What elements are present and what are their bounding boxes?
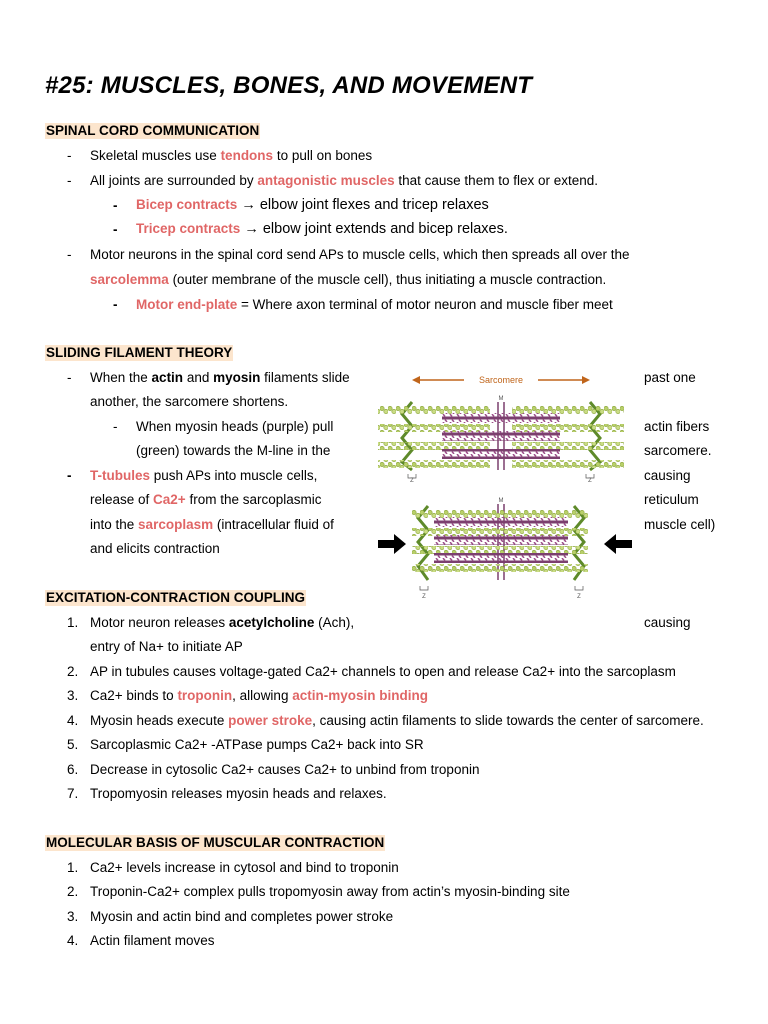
- compress-arrow-left-icon: [378, 534, 406, 554]
- sliding-line-1-right: past one: [644, 370, 696, 385]
- sub-bullet-dash: -: [113, 419, 118, 434]
- molecular-item-1: Ca2+ levels increase in cytosol and bind to troponin: [90, 860, 399, 875]
- text: Motor neuron releases: [90, 615, 229, 630]
- term-acetylcholine: acetylcholine: [228, 615, 315, 630]
- sliding-line-2: another, the sarcomere shortens.: [90, 394, 289, 409]
- document-title: #25: MUSCLES, BONES, AND MOVEMENT: [45, 72, 533, 99]
- list-number: 3.: [67, 688, 79, 703]
- list-number: 4.: [67, 933, 79, 948]
- ecc-item-1-right: causing: [644, 615, 691, 630]
- term-troponin: troponin: [177, 688, 233, 703]
- sliding-line-5: [90, 469, 317, 483]
- text: from the sarcoplasmic: [185, 492, 322, 507]
- ecc-item-7: Tropomyosin releases myosin heads and relaxes.: [90, 786, 387, 801]
- text: to pull on bones: [273, 148, 373, 163]
- ecc-item-2: AP in tubules causes voltage-gated Ca2+ channels to open and release Ca2+ into the sarcoplasm: [90, 664, 676, 679]
- sliding-line-3: When myosin heads (purple) pull: [136, 419, 334, 434]
- text: Myosin heads execute: [90, 713, 229, 728]
- m-line-label: M: [498, 396, 504, 402]
- term-actin: actin: [151, 370, 184, 385]
- ecc-item-1: [90, 616, 354, 630]
- list-number: 2.: [67, 664, 79, 679]
- sliding-line-5-right: causing: [644, 468, 691, 483]
- text: filaments slide: [260, 370, 350, 385]
- sliding-line-6: [90, 493, 322, 507]
- text: , allowing: [232, 688, 293, 703]
- list-number: 3.: [67, 909, 79, 924]
- text: push APs into muscle cells,: [150, 468, 318, 483]
- section-heading-ecc: EXCITATION-CONTRACTION COUPLING: [46, 590, 305, 605]
- ecc-item-3: [90, 689, 428, 703]
- term-myosin: myosin: [213, 370, 261, 385]
- text: (outer membrane of the muscle cell), thus initiating a muscle contraction.: [168, 272, 607, 287]
- text: (Ach),: [314, 615, 355, 630]
- sliding-line-7-right: muscle cell): [644, 517, 716, 532]
- sliding-line-7: [90, 518, 334, 532]
- text: (intracellular fluid of: [213, 517, 334, 532]
- spinal-bullet-2: [90, 174, 598, 188]
- bullet-dash: -: [67, 148, 72, 163]
- spinal-sub-bullet-3: [136, 298, 613, 312]
- list-number: 7.: [67, 786, 79, 801]
- arrowhead-right-icon: [582, 376, 590, 384]
- spinal-bullet-1: [90, 149, 372, 163]
- term-tricep-contracts: Tricep contracts: [136, 221, 241, 236]
- text: Skeletal muscles use: [90, 148, 221, 163]
- molecular-item-4: Actin filament moves: [90, 933, 215, 948]
- z-label: Z: [588, 478, 592, 484]
- text: , causing actin filaments to slide towards the center of sarcomere.: [312, 713, 704, 728]
- section-heading-sliding: SLIDING FILAMENT THEORY: [46, 345, 233, 360]
- sub-bullet-dash: -: [113, 198, 118, 213]
- molecular-item-2: Troponin-Ca2+ complex pulls tropomyosin away from actin’s myosin-binding site: [90, 884, 570, 899]
- z-label: Z: [410, 478, 414, 484]
- term-sarcolemma: sarcolemma: [90, 272, 169, 287]
- text: release of: [90, 492, 154, 507]
- relaxed-sarcomere: [378, 396, 624, 484]
- text: → elbow joint flexes and tricep relaxes: [237, 197, 489, 213]
- section-heading-molecular: MOLECULAR BASIS OF MUSCULAR CONTRACTION: [46, 835, 385, 850]
- term-sarcoplasm: sarcoplasm: [138, 517, 214, 532]
- text: All joints are surrounded by: [90, 173, 258, 188]
- section-heading-spinal: SPINAL CORD COMMUNICATION: [46, 123, 260, 138]
- sliding-line-1: [90, 371, 350, 385]
- sliding-line-3-right: actin fibers: [644, 419, 710, 434]
- list-number: 6.: [67, 762, 79, 777]
- spinal-sub-bullet-2: [136, 222, 508, 237]
- bullet-dash: -: [67, 247, 72, 262]
- z-label: Z: [422, 594, 426, 600]
- list-number: 5.: [67, 737, 79, 752]
- bullet-dash: -: [67, 173, 72, 188]
- text: into the: [90, 517, 139, 532]
- text: that cause them to flex or extend.: [394, 173, 599, 188]
- sub-bullet-dash: -: [113, 222, 118, 237]
- bullet-dash: -: [67, 468, 72, 483]
- bullet-dash: -: [67, 370, 72, 385]
- spinal-bullet-3-line1: Motor neurons in the spinal cord send APs to muscle cells, which then spreads all over the: [90, 247, 630, 262]
- z-label: Z: [577, 594, 581, 600]
- ecc-item-5: Sarcoplasmic Ca2+ -ATPase pumps Ca2+ back into SR: [90, 737, 424, 752]
- term-antagonistic-muscles: antagonistic muscles: [257, 173, 395, 188]
- term-power-stroke: power stroke: [228, 713, 313, 728]
- sarcomere-diagram: [372, 366, 638, 604]
- m-line-label: M: [498, 498, 504, 504]
- term-tendons: tendons: [220, 148, 274, 163]
- sliding-line-4-right: sarcomere.: [644, 443, 712, 458]
- arrowhead-left-icon: [412, 376, 420, 384]
- term-motor-end-plate: Motor end-plate: [136, 297, 238, 312]
- spinal-sub-bullet-1: [136, 198, 489, 213]
- spinal-bullet-3-line2: [90, 273, 606, 287]
- contracted-sarcomere: [378, 498, 632, 600]
- term-actin-myosin-binding: actin-myosin binding: [292, 688, 428, 703]
- term-ca2: Ca2+: [153, 492, 186, 507]
- text: = Where axon terminal of motor neuron and muscle fiber meet: [237, 297, 613, 312]
- text: → elbow joint extends and bicep relaxes.: [240, 221, 508, 237]
- text: and: [183, 370, 214, 385]
- text: Ca2+ binds to: [90, 688, 178, 703]
- sliding-line-8: and elicits contraction: [90, 541, 220, 556]
- list-number: 2.: [67, 884, 79, 899]
- ecc-item-4: [90, 714, 704, 728]
- ecc-item-6: Decrease in cytosolic Ca2+ causes Ca2+ to unbind from troponin: [90, 762, 480, 777]
- list-number: 1.: [67, 860, 79, 875]
- term-bicep-contracts: Bicep contracts: [136, 197, 238, 212]
- list-number: 4.: [67, 713, 79, 728]
- list-number: 1.: [67, 615, 79, 630]
- ecc-item-1-cont: entry of Na+ to initiate AP: [90, 639, 243, 654]
- text: When the: [90, 370, 152, 385]
- sarcomere-label: Sarcomere: [478, 375, 524, 385]
- compress-arrow-right-icon: [604, 534, 632, 554]
- sliding-line-6-right: reticulum: [644, 492, 699, 507]
- sliding-line-4: (green) towards the M-line in the: [136, 443, 331, 458]
- molecular-item-3: Myosin and actin bind and completes power stroke: [90, 909, 394, 924]
- term-t-tubules: T-tubules: [90, 468, 150, 483]
- sub-bullet-dash: -: [113, 297, 118, 312]
